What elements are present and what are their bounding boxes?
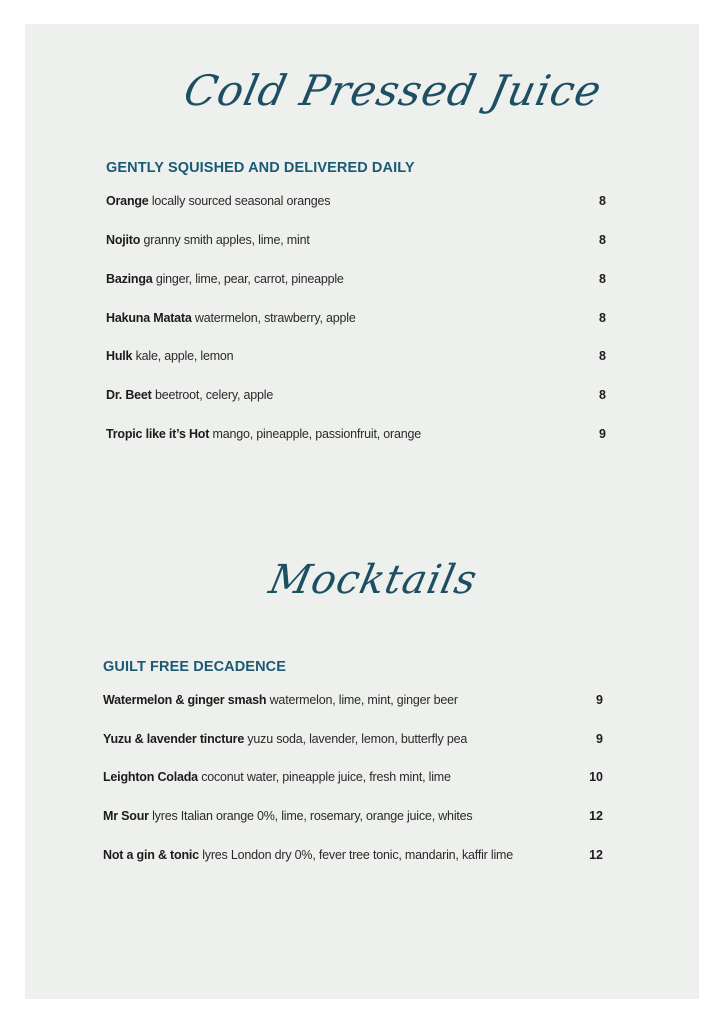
item-name: Bazinga: [106, 272, 153, 286]
menu-page: [25, 24, 699, 999]
item-price: 9: [599, 427, 606, 441]
item-price: 8: [599, 194, 606, 208]
item-price: 10: [589, 770, 603, 784]
menu-item: [106, 427, 606, 447]
menu-item: [106, 233, 606, 253]
mocktails-section-heading: GUILT FREE DECADENCE: [103, 659, 286, 675]
item-price: 9: [596, 693, 603, 707]
menu-item: [106, 194, 606, 214]
item-description: yuzu soda, lavender, lemon, butterfly pea: [247, 732, 468, 746]
item-description: ginger, lime, pear, carrot, pineapple: [155, 272, 344, 286]
item-name: Yuzu & lavender tincture: [103, 732, 245, 746]
item-price: 12: [589, 809, 603, 823]
item-description: coconut water, pineapple juice, fresh mint, lime: [201, 770, 451, 784]
item-price: 8: [599, 233, 606, 247]
item-name: Dr. Beet: [106, 388, 152, 402]
item-price: 8: [599, 388, 606, 402]
item-description: watermelon, strawberry, apple: [194, 311, 356, 325]
item-price: 8: [599, 311, 606, 325]
menu-item: [106, 272, 606, 292]
item-name: Hulk: [106, 349, 133, 363]
item-price: 12: [589, 848, 603, 862]
menu-item: [103, 848, 603, 868]
menu-item: [106, 349, 606, 369]
item-price: 8: [599, 349, 606, 363]
item-description: locally sourced seasonal oranges: [151, 194, 331, 208]
item-price: 8: [599, 272, 606, 286]
item-description: granny smith apples, lime, mint: [143, 233, 310, 247]
item-price: 9: [596, 732, 603, 746]
item-name: Not a gin & tonic: [103, 848, 199, 862]
item-name: Nojito: [106, 233, 141, 247]
juice-section-title: Cold Pressed Juice: [179, 66, 607, 115]
item-name: Tropic like it’s Hot: [106, 427, 210, 441]
item-name: Orange: [106, 194, 149, 208]
item-name: Mr Sour: [103, 809, 149, 823]
item-description: beetroot, celery, apple: [154, 388, 274, 402]
item-name: Leighton Colada: [103, 770, 198, 784]
item-description: lyres London dry 0%, fever tree tonic, mandarin, kaffir lime: [202, 848, 514, 862]
item-description: kale, apple, lemon: [135, 349, 234, 363]
item-name: Hakuna Matata: [106, 311, 192, 325]
juice-section-heading: GENTLY SQUISHED AND DELIVERED DAILY: [106, 160, 415, 176]
menu-item: [103, 809, 603, 829]
item-name: Watermelon & ginger smash: [103, 693, 267, 707]
item-description: lyres Italian orange 0%, lime, rosemary, orange juice, whites: [152, 809, 473, 823]
menu-item: [106, 388, 606, 408]
mocktails-section-title: Mocktails: [265, 557, 482, 603]
menu-item: [103, 770, 603, 790]
menu-item: [103, 732, 603, 752]
menu-item: [106, 311, 606, 331]
item-description: watermelon, lime, mint, ginger beer: [269, 693, 458, 707]
item-description: mango, pineapple, passionfruit, orange: [212, 427, 422, 441]
menu-item: [103, 693, 603, 713]
